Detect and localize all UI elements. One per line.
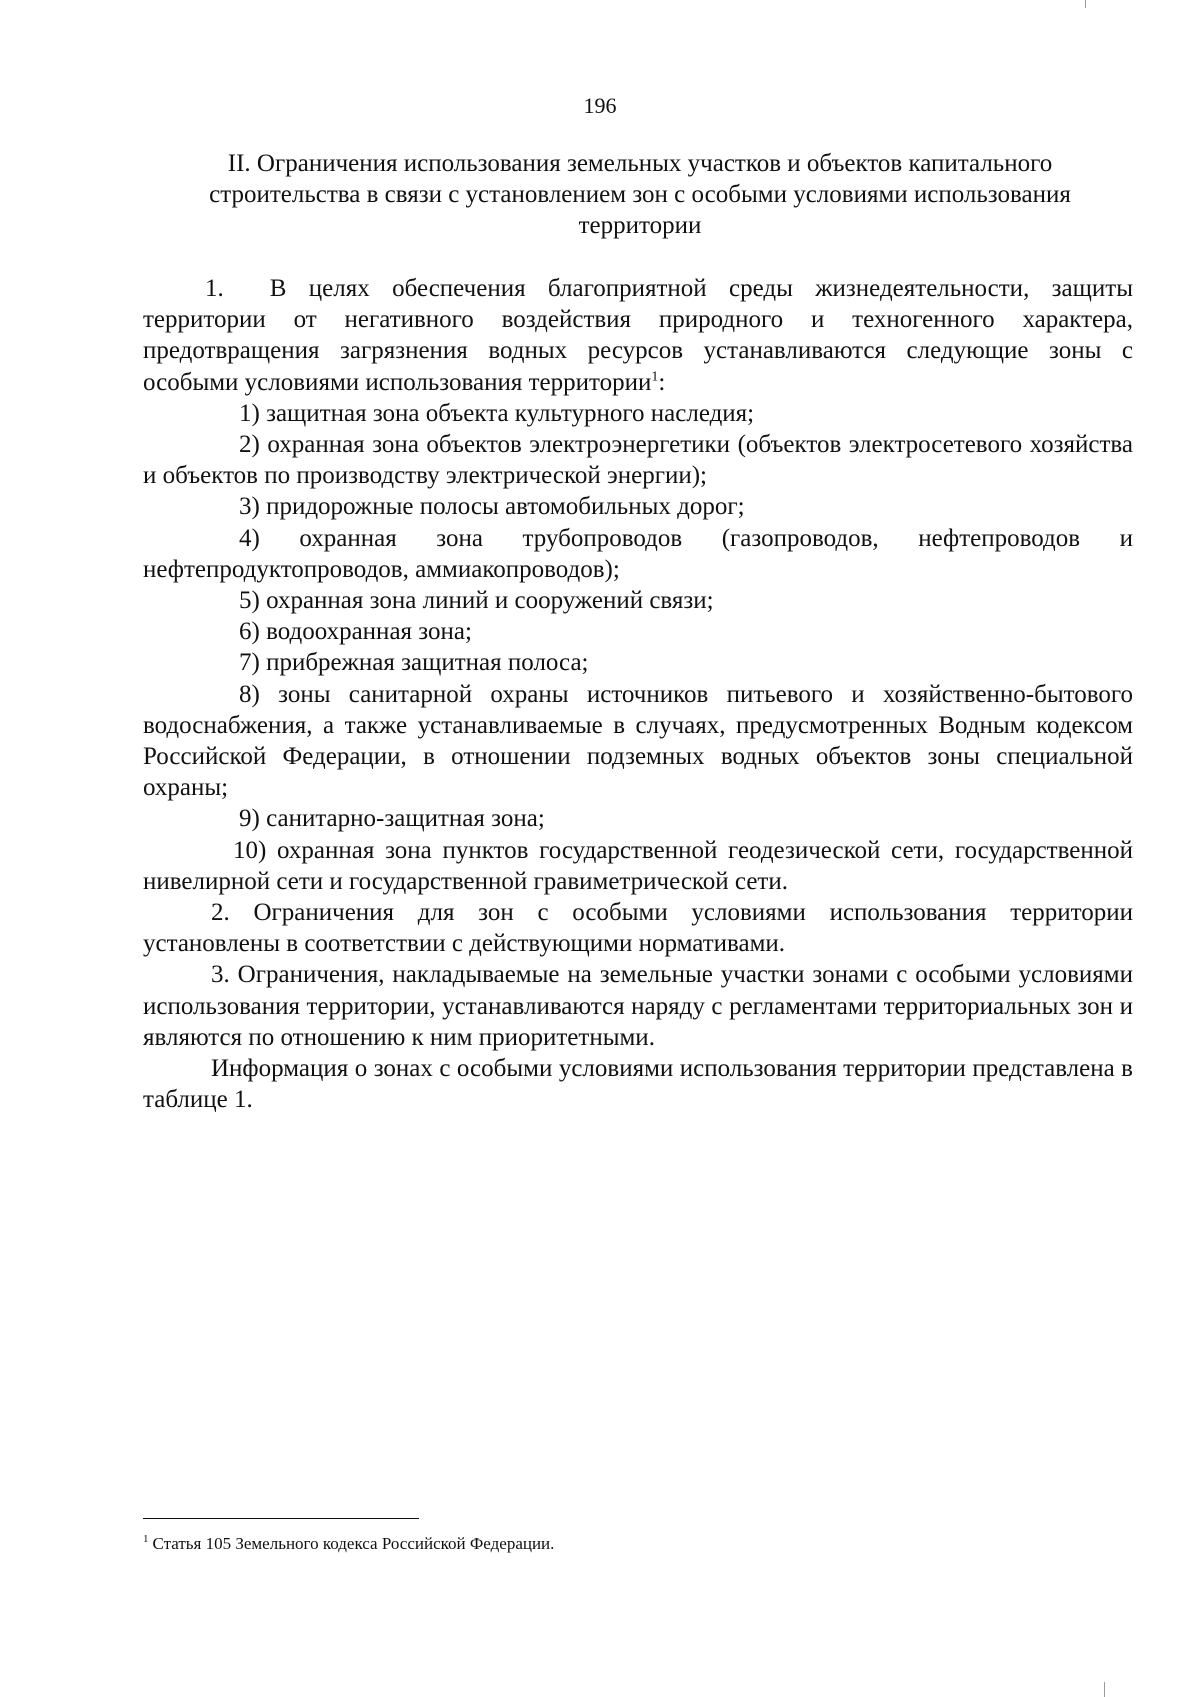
section-title-line-1: II. Ограничения использования земельных участков и объектов капитального (227, 150, 1053, 177)
scan-edge-mark-bottom (1104, 1682, 1105, 1697)
section-title-line-2: строительства в связи с установлением зон с особыми условиями использования (209, 181, 1071, 208)
zone-item-2: 2) охранная зона объектов электроэнергетики (объектов электросетевого хозяйства и объектов по производству электрической энергии); (143, 431, 1133, 490)
footnote (143, 1533, 943, 1555)
zone-item-5: 5) охранная зона линий и сооружений связи; (239, 587, 714, 615)
page-number: 196 (583, 93, 617, 118)
paragraph-2: 2. Ограничения для зон с особыми условиями использования территории установлены в соответствии с действующими нормативами. (143, 899, 1133, 958)
section-title (140, 148, 1140, 241)
zone-item-9: 9) санитарно-защитная зона; (239, 805, 545, 833)
scan-edge-mark-top (1085, 0, 1086, 8)
zone-item-6: 6) водоохранная зона; (239, 618, 472, 646)
zone-item-1: 1) защитная зона объекта культурного наследия; (239, 399, 755, 427)
footnote-text: Статья 105 Земельного кодекса Российской Федерации. (152, 1534, 555, 1553)
zone-item-7: 7) прибрежная защитная полоса; (239, 649, 589, 677)
zone-item-4: 4) охранная зона трубопроводов (газопроводов, нефтепроводов и нефтепродуктопроводов, аммиакопроводов); (143, 524, 1133, 583)
paragraph-1-text: В целях обеспечения благоприятной среды жизнедеятельности, защиты территории от негативного воздействия природного и техногенного характера, предотвращения загрязнения водных ресурсов устанавливаются следующие зоны с особыми условиями использования территории (143, 275, 1133, 396)
paragraph-1-tail: : (658, 368, 666, 396)
section-title-line-3: территории (578, 212, 702, 239)
zone-item-3: 3) придорожные полосы автомобильных дорог; (239, 493, 745, 521)
document-body (143, 273, 1133, 1115)
zone-item-8: 8) зоны санитарной охраны источников питьевого и хозяйственно-бытового водоснабжения, а также устанавливаемые в случаях, предусмотренных Водным кодексом Российской Федерации, в отношении подземных водных объектов зоны специальной охраны; (143, 680, 1133, 802)
zone-item-10: 10) охранная зона пунктов государственной геодезической сети, государственной нивелирной сети и государственной гравиметрической сети. (143, 836, 1133, 895)
paragraph-3: 3. Ограничения, накладываемые на земельные участки зонами с особыми условиями использования территории, устанавливаются наряду с регламентами территориальных зон и являются по отношению к ним приоритетными. (143, 961, 1133, 1051)
footnote-divider (143, 1518, 419, 1519)
paragraph-1-number: 1. (205, 275, 224, 302)
footnote-reference[interactable]: 1 (651, 369, 659, 385)
paragraph-1 (143, 273, 1133, 398)
footnote-marker: 1 (143, 1533, 149, 1546)
paragraph-info: Информация о зонах с особыми условиями использования территории представлена в таблице 1. (143, 1055, 1133, 1114)
